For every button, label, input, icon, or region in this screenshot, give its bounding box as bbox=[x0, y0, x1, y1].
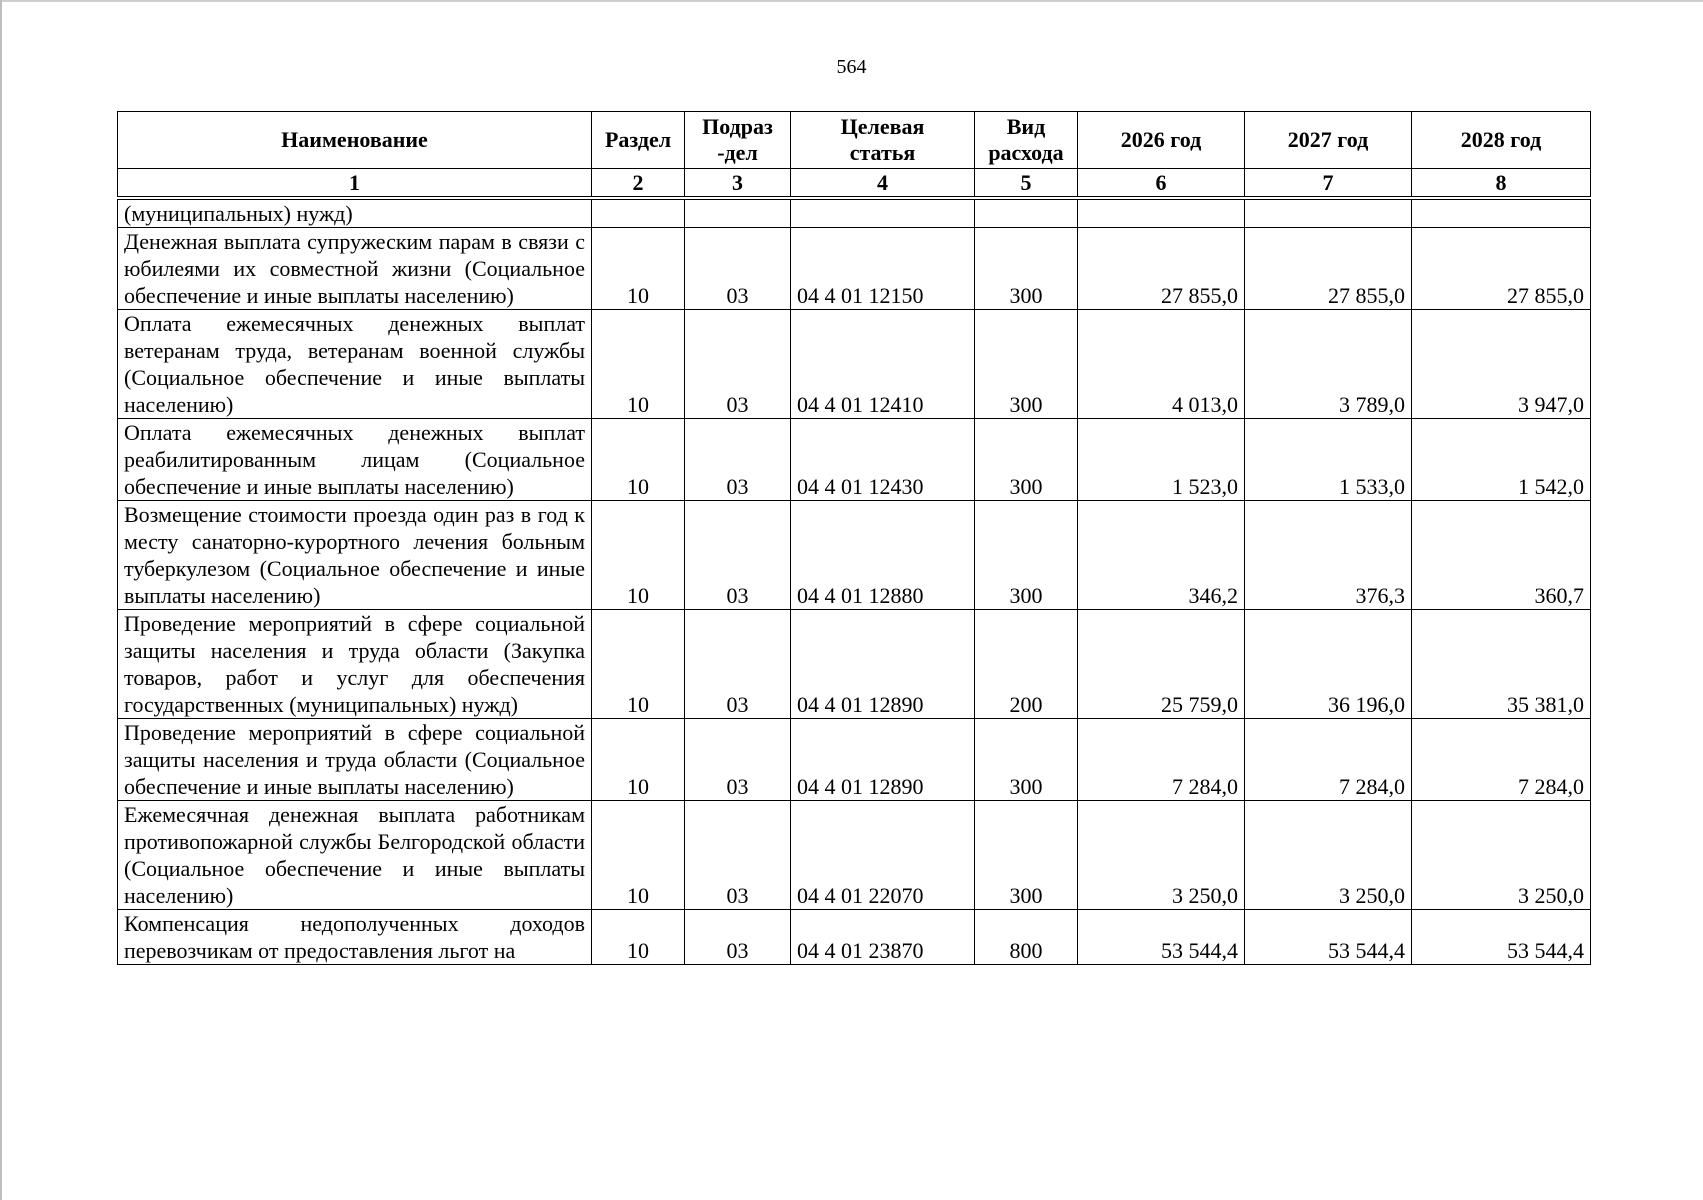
row-amount-2027: 7 284,0 bbox=[1245, 719, 1412, 801]
row-podrazdel bbox=[685, 198, 791, 228]
column-number: 3 bbox=[685, 169, 791, 199]
row-expense-type: 200 bbox=[975, 610, 1078, 719]
row-amount-2026: 346,2 bbox=[1078, 501, 1245, 610]
row-podrazdel: 03 bbox=[685, 310, 791, 419]
row-amount-2027: 53 544,4 bbox=[1245, 910, 1412, 965]
row-amount-2026: 4 013,0 bbox=[1078, 310, 1245, 419]
row-podrazdel: 03 bbox=[685, 801, 791, 910]
row-razdel: 10 bbox=[592, 610, 685, 719]
row-podrazdel: 03 bbox=[685, 910, 791, 965]
row-target-article: 04 4 01 12410 bbox=[791, 310, 975, 419]
row-podrazdel: 03 bbox=[685, 501, 791, 610]
row-name: Проведение мероприятий в сфере социальной защиты населения и труда области (Социальное обеспечение и иные выплаты населению) bbox=[118, 719, 592, 801]
row-target-article bbox=[791, 198, 975, 228]
table-row bbox=[118, 719, 1591, 801]
row-amount-2028 bbox=[1412, 198, 1591, 228]
row-amount-2028: 3 947,0 bbox=[1412, 310, 1591, 419]
row-amount-2027: 27 855,0 bbox=[1245, 228, 1412, 310]
row-razdel: 10 bbox=[592, 310, 685, 419]
row-razdel: 10 bbox=[592, 228, 685, 310]
row-razdel: 10 bbox=[592, 719, 685, 801]
header-2027: 2027 год bbox=[1245, 112, 1412, 169]
header-podrazdel bbox=[685, 112, 791, 169]
row-expense-type bbox=[975, 198, 1078, 228]
table-row bbox=[118, 910, 1591, 965]
row-target-article: 04 4 01 12890 bbox=[791, 719, 975, 801]
column-number: 8 bbox=[1412, 169, 1591, 199]
row-amount-2026: 27 855,0 bbox=[1078, 228, 1245, 310]
row-podrazdel: 03 bbox=[685, 228, 791, 310]
header-name: Наименование bbox=[118, 112, 592, 169]
row-amount-2026: 3 250,0 bbox=[1078, 801, 1245, 910]
row-expense-type: 300 bbox=[975, 501, 1078, 610]
row-amount-2027: 36 196,0 bbox=[1245, 610, 1412, 719]
column-number: 1 bbox=[118, 169, 592, 199]
header-row bbox=[118, 112, 1591, 169]
table-row bbox=[118, 419, 1591, 501]
row-amount-2028: 7 284,0 bbox=[1412, 719, 1591, 801]
row-target-article: 04 4 01 12880 bbox=[791, 501, 975, 610]
column-number: 5 bbox=[975, 169, 1078, 199]
row-amount-2026: 25 759,0 bbox=[1078, 610, 1245, 719]
row-razdel: 10 bbox=[592, 419, 685, 501]
header-vid-text: Вид расхода bbox=[988, 114, 1064, 165]
row-amount-2027: 3 789,0 bbox=[1245, 310, 1412, 419]
table-row bbox=[118, 801, 1591, 910]
row-podrazdel: 03 bbox=[685, 719, 791, 801]
row-amount-2028: 3 250,0 bbox=[1412, 801, 1591, 910]
row-target-article: 04 4 01 12890 bbox=[791, 610, 975, 719]
row-expense-type: 300 bbox=[975, 801, 1078, 910]
row-amount-2026: 53 544,4 bbox=[1078, 910, 1245, 965]
row-expense-type: 300 bbox=[975, 719, 1078, 801]
table-row bbox=[118, 610, 1591, 719]
column-number: 7 bbox=[1245, 169, 1412, 199]
row-razdel bbox=[592, 198, 685, 228]
budget-table bbox=[117, 111, 1591, 965]
row-expense-type: 300 bbox=[975, 310, 1078, 419]
row-razdel: 10 bbox=[592, 801, 685, 910]
row-amount-2027 bbox=[1245, 198, 1412, 228]
column-number: 6 bbox=[1078, 169, 1245, 199]
header-razdel: Раздел bbox=[592, 112, 685, 169]
row-razdel: 10 bbox=[592, 501, 685, 610]
row-amount-2028: 360,7 bbox=[1412, 501, 1591, 610]
table-row bbox=[118, 501, 1591, 610]
row-amount-2026: 7 284,0 bbox=[1078, 719, 1245, 801]
row-name: Денежная выплата супружеским парам в связи с юбилеями их совместной жизни (Социальное обеспечение и иные выплаты населению) bbox=[118, 228, 592, 310]
row-amount-2028: 27 855,0 bbox=[1412, 228, 1591, 310]
row-podrazdel: 03 bbox=[685, 419, 791, 501]
row-name: Компенсация недополученных доходов перевозчикам от предоставления льгот на bbox=[118, 910, 592, 965]
header-vid bbox=[975, 112, 1078, 169]
row-amount-2028: 1 542,0 bbox=[1412, 419, 1591, 501]
row-amount-2028: 35 381,0 bbox=[1412, 610, 1591, 719]
row-name: Проведение мероприятий в сфере социальной защиты населения и труда области (Закупка товаров, работ и услуг для обеспечения государственных (муниципальных) нужд) bbox=[118, 610, 592, 719]
row-amount-2028: 53 544,4 bbox=[1412, 910, 1591, 965]
column-number: 2 bbox=[592, 169, 685, 199]
row-target-article: 04 4 01 22070 bbox=[791, 801, 975, 910]
row-name: Оплата ежемесячных денежных выплат ветеранам труда, ветеранам военной службы (Социальное обеспечение и иные выплаты населению) bbox=[118, 310, 592, 419]
table-row bbox=[118, 198, 1591, 228]
row-podrazdel: 03 bbox=[685, 610, 791, 719]
table-row bbox=[118, 310, 1591, 419]
row-amount-2027: 376,3 bbox=[1245, 501, 1412, 610]
row-amount-2026 bbox=[1078, 198, 1245, 228]
header-2026: 2026 год bbox=[1078, 112, 1245, 169]
page-number: 564 bbox=[836, 56, 867, 78]
row-razdel: 10 bbox=[592, 910, 685, 965]
row-target-article: 04 4 01 12430 bbox=[791, 419, 975, 501]
header-statya-text: Целевая статья bbox=[840, 114, 925, 165]
row-target-article: 04 4 01 12150 bbox=[791, 228, 975, 310]
row-target-article: 04 4 01 23870 bbox=[791, 910, 975, 965]
row-name: Ежемесячная денежная выплата работникам противопожарной службы Белгородской области (Социальное обеспечение и иные выплаты населению) bbox=[118, 801, 592, 910]
row-name: (муниципальных) нужд) bbox=[118, 198, 592, 228]
header-statya bbox=[791, 112, 975, 169]
row-expense-type: 800 bbox=[975, 910, 1078, 965]
table-row bbox=[118, 228, 1591, 310]
column-number: 4 bbox=[791, 169, 975, 199]
column-number-row bbox=[118, 169, 1591, 199]
row-expense-type: 300 bbox=[975, 228, 1078, 310]
row-expense-type: 300 bbox=[975, 419, 1078, 501]
scan-edge-top bbox=[0, 0, 1703, 2]
row-amount-2027: 3 250,0 bbox=[1245, 801, 1412, 910]
row-amount-2026: 1 523,0 bbox=[1078, 419, 1245, 501]
row-amount-2027: 1 533,0 bbox=[1245, 419, 1412, 501]
header-podrazdel-text: Подраз-дел bbox=[702, 114, 773, 165]
row-name: Возмещение стоимости проезда один раз в год к месту санаторно-курортного лечения больным туберкулезом (Социальное обеспечение и иные выплаты населению) bbox=[118, 501, 592, 610]
row-name: Оплата ежемесячных денежных выплат реабилитированным лицам (Социальное обеспечение и иные выплаты населению) bbox=[118, 419, 592, 501]
scan-edge-left bbox=[0, 0, 2, 1200]
header-2028: 2028 год bbox=[1412, 112, 1591, 169]
